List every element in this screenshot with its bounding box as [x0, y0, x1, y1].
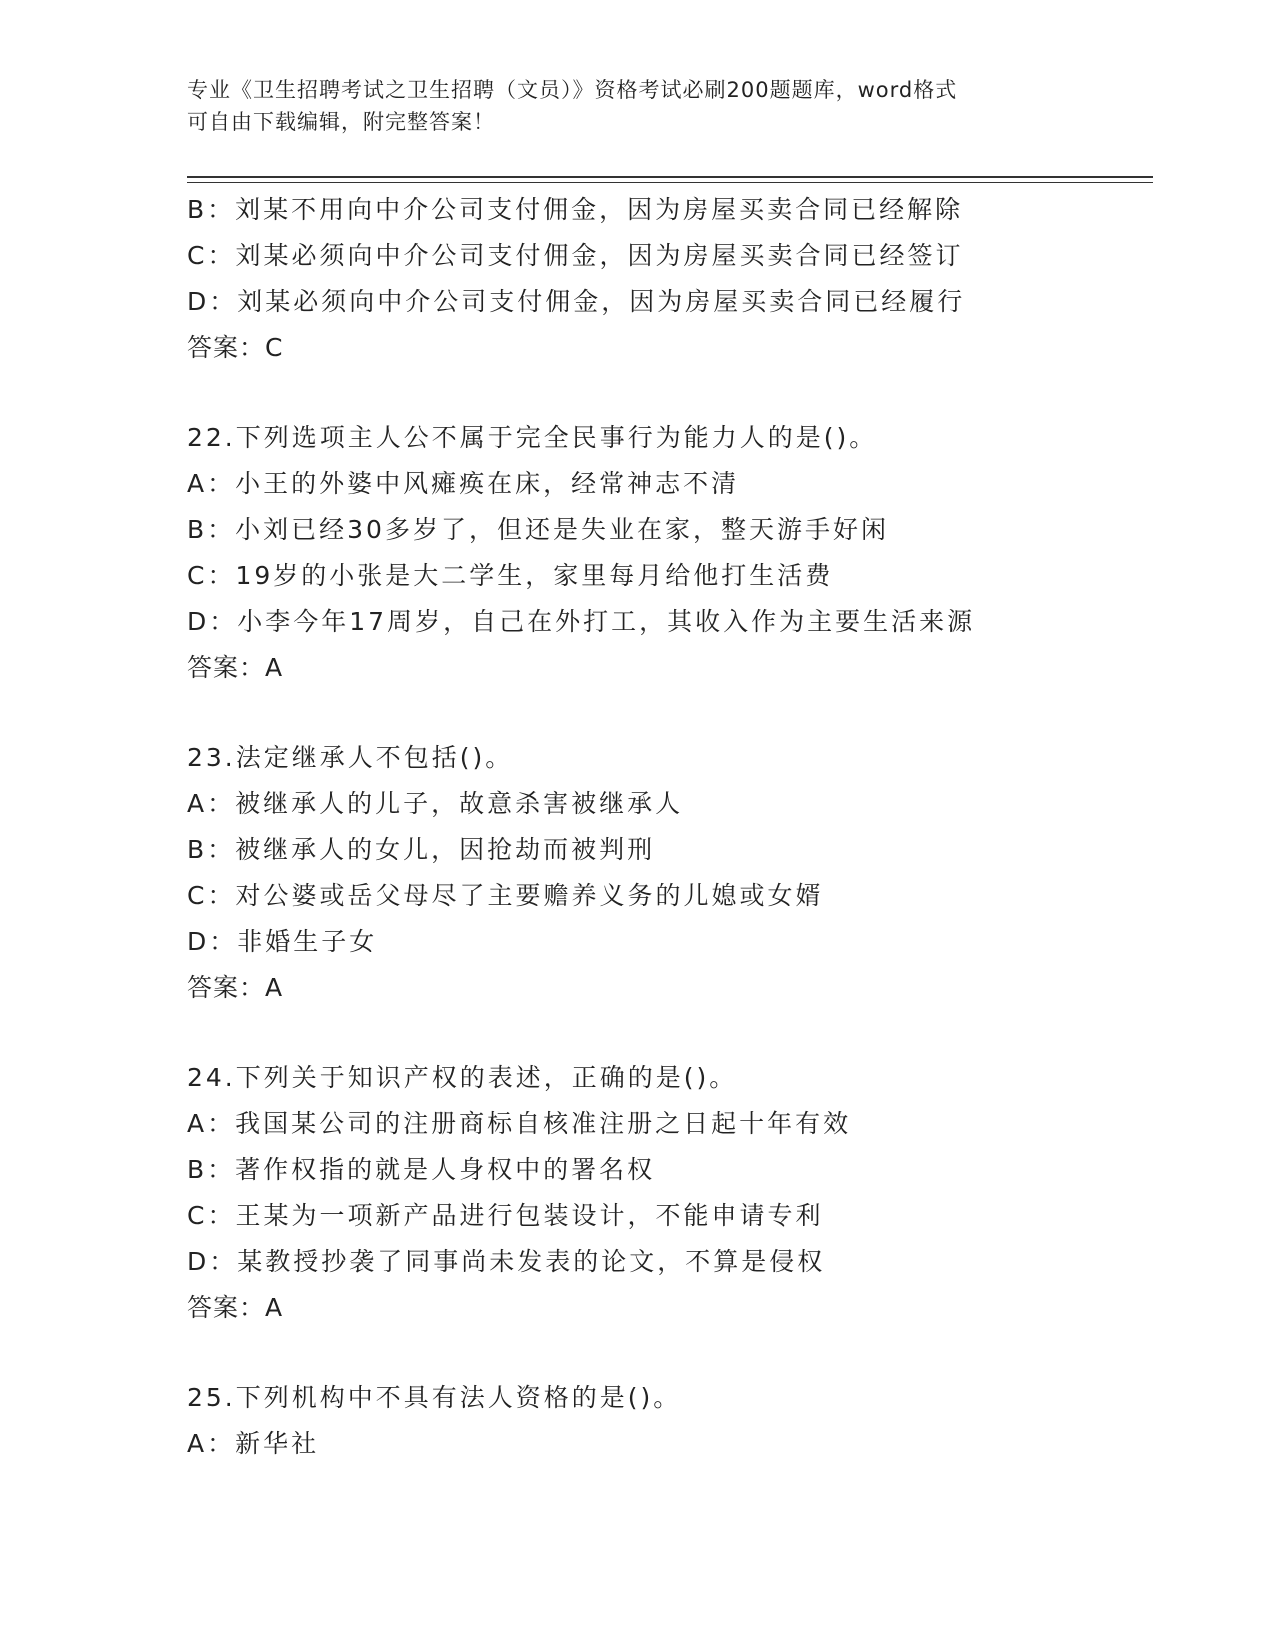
- document-body: [187, 187, 1153, 1467]
- answer-line: 答案：A: [187, 1293, 284, 1322]
- header-line-1: 专业《卫生招聘考试之卫生招聘（文员）》资格考试必刷200题题库，word格式: [187, 78, 958, 102]
- question-23: [187, 735, 1153, 1011]
- option-a: A：新华社: [187, 1429, 320, 1458]
- question-25: [187, 1375, 1153, 1467]
- document-header: [187, 74, 1087, 138]
- option-c: C：王某为一项新产品进行包装设计，不能申请专利: [187, 1201, 824, 1230]
- header-line-2: 可自由下载编辑，附完整答案！: [187, 110, 495, 134]
- answer-line: 答案：C: [187, 333, 284, 362]
- option-b: B：小刘已经30多岁了，但还是失业在家，整天游手好闲: [187, 515, 889, 544]
- option-a: A：被继承人的儿子，故意杀害被继承人: [187, 789, 684, 818]
- spacer: [187, 691, 1153, 735]
- spacer: [187, 1331, 1153, 1375]
- question-stem: 23.法定继承人不包括()。: [187, 743, 514, 772]
- option-b: B：著作权指的就是人身权中的署名权: [187, 1155, 656, 1184]
- header-divider-thick: [187, 176, 1153, 178]
- question-stem: 24.下列关于知识产权的表述，正确的是()。: [187, 1063, 738, 1092]
- option-d: D：某教授抄袭了同事尚未发表的论文，不算是侵权: [187, 1247, 826, 1276]
- question-22: [187, 415, 1153, 691]
- question-24: [187, 1055, 1153, 1331]
- option-b: B：刘某不用向中介公司支付佣金，因为房屋买卖合同已经解除: [187, 195, 964, 224]
- option-d: D：小李今年17周岁，自己在外打工，其收入作为主要生活来源: [187, 607, 976, 636]
- question-21-continued: [187, 187, 1153, 371]
- answer-line: 答案：A: [187, 973, 284, 1002]
- option-a: A：小王的外婆中风瘫痪在床，经常神志不清: [187, 469, 740, 498]
- question-stem: 22.下列选项主人公不属于完全民事行为能力人的是()。: [187, 423, 878, 452]
- option-b: B：被继承人的女儿，因抢劫而被判刑: [187, 835, 656, 864]
- header-divider-thin: [187, 182, 1153, 183]
- option-d: D：非婚生子女: [187, 927, 378, 956]
- option-a: A：我国某公司的注册商标自核准注册之日起十年有效: [187, 1109, 852, 1138]
- option-c: C：刘某必须向中介公司支付佣金，因为房屋买卖合同已经签订: [187, 241, 964, 270]
- answer-line: 答案：A: [187, 653, 284, 682]
- option-c: C：对公婆或岳父母尽了主要赡养义务的儿媳或女婿: [187, 881, 824, 910]
- question-stem: 25.下列机构中不具有法人资格的是()。: [187, 1383, 682, 1412]
- spacer: [187, 371, 1153, 415]
- option-d: D：刘某必须向中介公司支付佣金，因为房屋买卖合同已经履行: [187, 287, 966, 316]
- spacer: [187, 1011, 1153, 1055]
- option-c: C：19岁的小张是大二学生，家里每月给他打生活费: [187, 561, 834, 590]
